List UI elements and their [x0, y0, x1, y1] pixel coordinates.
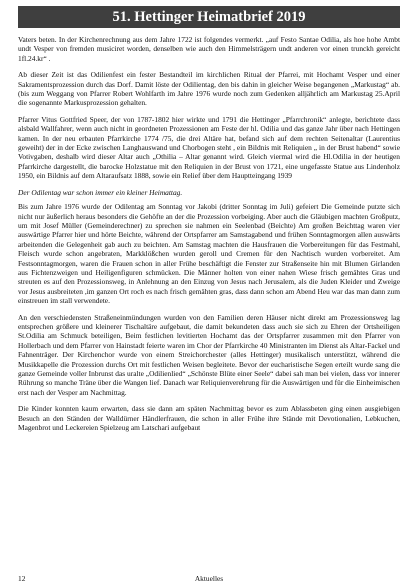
paragraph-3: Pfarrer Vitus Gottfried Speer, der von 1787-1802 hier wirkte und 1791 die Hettinger „Pfarrchronik“ anlegte, berichtete dass alsbald Wallfahrer, wenn auch nicht in geordneten Prozessionen am Feste der hl. Odilia und das ganze Jahr über nach Hettingen kamen. In der neu erbauten Pfarrkirche 1774 /75, die drei Altäre hat, befand sich auf dem rechten Seitenaltar (Laurentius geweiht) der in der Ecke zwischen Langhauswand und Chorbogen steht , ein Bildnis mit Reliquien „ in der Brust habend“ sowie Votivgaben, deshalb wird dieser Altar auch „Othilia – Altar genannt wird. Gleich viermal wird die Hl.Odilia in der heutigen Pfarrkirche dargestellt, die barocke Holzstatue mit den Reliquien in der Brust von 1721, eine ungefasste Statue aus Lindenholz 1950, ein Bildnis auf dem Altaraufsatz 1888, sowie ein Relief über dem Hauptteingang 1939 [18, 114, 400, 181]
page-number: 12 [18, 574, 26, 583]
footer-section-label: Aktuelles [194, 574, 224, 583]
subheading: Der Odilentag war schon immer ein kleiner Heimattag. [18, 187, 183, 197]
paragraph-2: Ab dieser Zeit ist das Odilienfest ein fester Bestandteil im kirchlichen Ritual der Pfarrei, mit Hochamt Vesper und einer Sakramentsprozession durch das Dorf. Damit löste der Odilientag, den bis dahin in gleicher Weise begangenen „Markustag“ ab. (bis zum Weggang von Pfarrer Robert Wohlfarth im Jahre 1976 wurde noch zum Gedenken alljährlich am Markustag 25.April die sogenannte Markusprozession gehalten. [18, 70, 400, 108]
article-body [18, 35, 400, 432]
paragraph-5: An den verschiedensten Straßeneinmündungen wurden von den Familien deren Häuser nicht direkt am Prozessionsweg lag entsprechen größere und kleinerer Tischaltäre aufgebaut, die damit bekundeten dass auch sie sich zu Ehren der Ortsheiligen St.Odilia am Schmuck beteiligen, Beim festlichen levitierten Hochamt das der Ortspfarrer zusammen mit den Pfarrer von Hollerbach und dem Pfarrer von Hainstadt feierte waren im Chor der Pfarrkirche 40 Ministranten im Dienst als Altar-Fackel und Fahnenträger. Der Kirchenchor wurde von einem Streichorchester (alles Hettinger) musikalisch unterstützt, während die Musikkapelle die Prozession durchs Ort mit festlichen Weisen begleitete. Bevor der eucharistische Segen erteilt wurde sang die ganze Gemeinde voller Inbrunst das uralte „Odilienlied“ „Schönste Blüte einer Seele“ dabei sah man bei vielen, dass vor innerer Rührung so manche Träne über die Wangen lief. Danach war Reliquienverehrung für die Auswärtigen und für die Einheimischen erst nach der Vesper am Nachmittag. [18, 312, 400, 397]
paragraph-1: Vaters beten. In der Kirchenrechnung aus dem Jahre 1722 ist folgendes vermerkt. „auf Festo Santae Odilia, als hoe hohe Ambt undt Vesper von fremden musiciret worden, denselben wie auch den Himmelsträgern undt anderen vor einen trunckh gereicht 1fl.24.kr“ . [18, 35, 400, 63]
paragraph-4: Bis zum Jahre 1976 wurde der Odilentag am Sonntag vor Jakobi (dritter Sonntag im Juli) gefeiert Die Gemeinde putzte sich nicht nur äußerlich heraus besonders die Gehöfte an der die Prozession vorbeiging. Aber auch die Gläubigen machten Großputz, um mit Josef Müller (Gemeinderechner) zu sprechen sie nahmen ein Seelenbad (Beichte) Am großen Beichttag waren vier auswärtige Pfarrer hier und hörte Beichte, während der Ortspfarrer am Samstagabend und frühen Sonntagmorgen allen auswärts arbeitenden die Gelegenheit gab auch zu beichten. Am Samstag machten die Hausfrauen die Vorbereitungen für das Festmahl, Fleisch wurde schon angebraten, Markklößchen wurden geroll und Cremen für den Nachtisch wurden vorbereitet. Am Festsonntagmorgen, waren die Frauen schon in aller Frühe beschäftigt die Fenster zur Straßenseite hin mit Blumen Girlanden aus Fichtenzweigen und Heiligenfiguren schmücken. Die Männer holten von einer nahen Wiese frisch gemähtes Gras und streuten es auf den Prozessionsweg, in Anlehnung an den Einzug von Jesus nach Jerusalem, als die Juden Kleider und Zweige vor Jesus ausbreiteten ,im ganzen Ort roch es nach frisch gemähten gras, dass dann schon am Abend Heu war das man dann zum einstreuen im stall verwendete. [18, 202, 400, 306]
paragraph-6: Die Kinder konnten kaum erwarten, dass sie dann am späten Nachmittag bevor es zum Ablassbeten ging einen ausgiebigen Besuch an den Ständen der Walldürner Händlerfrauen, die schon in aller Frühe ihre Stände mit Devotionalien, Lebkuchen, Magenbrot und Leckereien Spielzeug am Latschari aufgebaut [18, 404, 400, 433]
page-title: 51. Hettinger Heimatbrief 2019 [18, 6, 400, 28]
